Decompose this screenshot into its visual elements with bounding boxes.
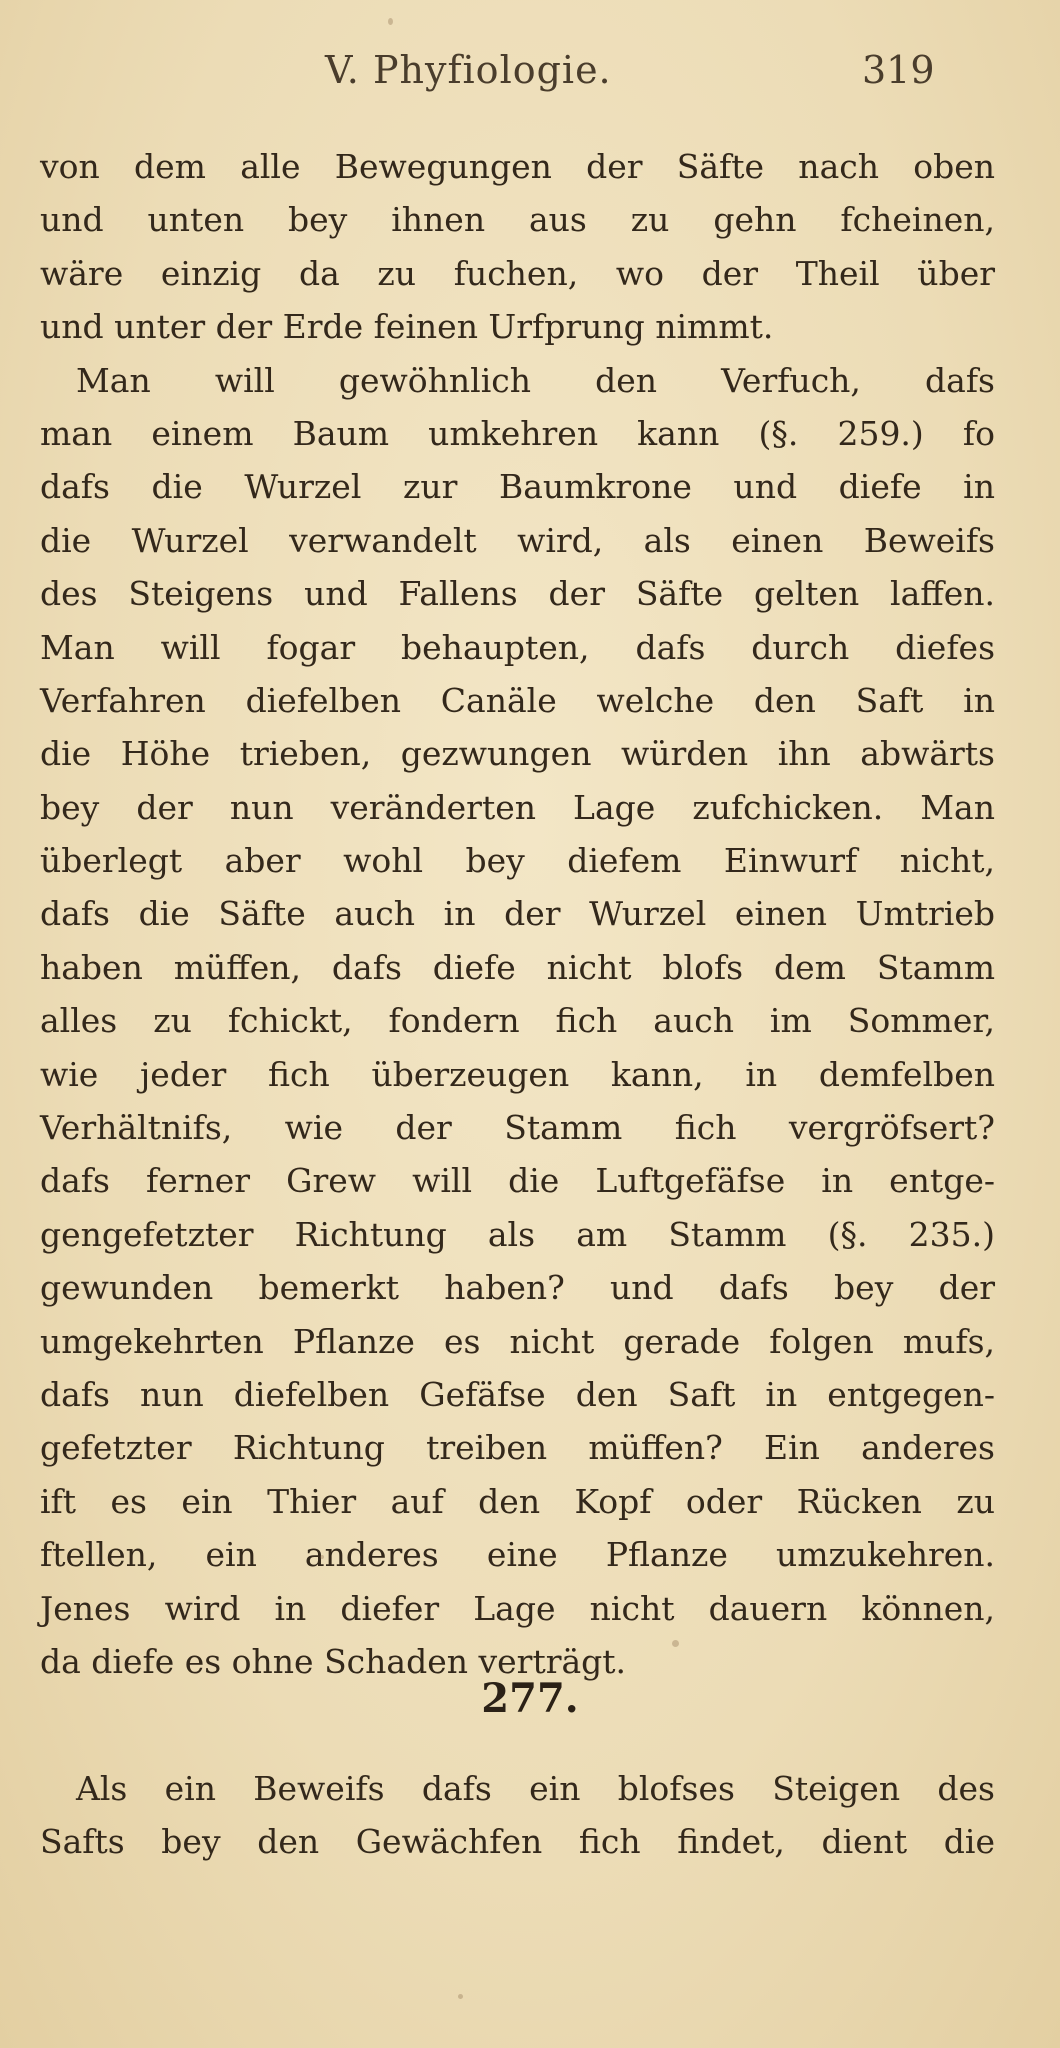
text-line: die Wurzel verwandelt wird, als einen Beweifs [40, 520, 995, 560]
text-line: ift es ein Thier auf den Kopf oder Rücken zu [40, 1481, 995, 1521]
text-line: da diefe es ohne Schaden verträgt. [40, 1641, 627, 1681]
text-line: und unter der Erde feinen Urfprung nimmt. [40, 307, 774, 347]
text-line: bey der nun veränderten Lage zufchicken. Man [40, 787, 995, 827]
text-line: Verhältnifs, wie der Stamm fich vergröfsert? [40, 1108, 995, 1148]
text-line: wäre einzig da zu fuchen, wo der Theil über [40, 253, 995, 293]
text-line: und unten bey ihnen aus zu gehn fcheinen, [40, 200, 995, 240]
text-line: Als ein Beweifs dafs ein blofses Steigen des [76, 1769, 995, 1808]
text-line: alles zu fchickt, fondern fich auch im Sommer, [40, 1001, 995, 1041]
text-line: haben müffen, dafs diefe nicht blofs dem Stamm [40, 947, 995, 987]
text-line: wie jeder fich überzeugen kann, in demfelben [40, 1054, 995, 1094]
text-line: dafs nun diefelben Gefäfse den Saft in entgegen- [40, 1374, 995, 1414]
text-line: von dem alle Bewegungen der Säfte nach oben [40, 147, 995, 186]
text-line: ftellen, ein anderes eine Pflanze umzukehren. [40, 1535, 995, 1575]
text-line: gefetzter Richtung treiben müffen? Ein anderes [40, 1428, 995, 1468]
paper-speck [672, 1640, 679, 1647]
main-text [40, 140, 995, 1688]
text-line: dafs ferner Grew will die Luftgefäfse in entge- [40, 1161, 995, 1201]
paper-speck [320, 1555, 324, 1559]
text-line: Jenes wird in diefer Lage nicht dauern können, [40, 1588, 995, 1628]
text-line: dafs die Säfte auch in der Wurzel einen Umtrieb [40, 894, 995, 934]
text-line: des Steigens und Fallens der Säfte gelten laffen. [40, 574, 995, 614]
paper-speck [458, 1994, 463, 1999]
running-header [0, 48, 1060, 118]
text-line: dafs die Wurzel zur Baumkrone und diefe in [40, 467, 995, 507]
chapter-title: V. Phyfiologie. [325, 48, 612, 92]
text-line: Safts bey den Gewächfen fich findet, dient die [40, 1822, 995, 1862]
section-number: 277. [481, 1675, 579, 1722]
text-line: Man will fogar behaupten, dafs durch diefes [40, 627, 995, 667]
section-text [40, 1762, 995, 1869]
text-line: gewunden bemerkt haben? und dafs bey der [40, 1268, 995, 1308]
text-line: umgekehrten Pflanze es nicht gerade folgen mufs, [40, 1321, 995, 1361]
text-line: Man will gewöhnlich den Verfuch, dafs [76, 360, 995, 400]
page-number: 319 [862, 48, 935, 92]
paper-speck [388, 18, 393, 25]
text-line: überlegt aber wohl bey diefem Einwurf nicht, [40, 841, 995, 881]
text-line: Verfahren diefelben Canäle welche den Saft in [40, 680, 995, 720]
text-line: man einem Baum umkehren kann (§. 259.) fo [40, 413, 995, 453]
text-line: die Höhe trieben, gezwungen würden ihn abwärts [40, 734, 995, 774]
text-line: gengefetzter Richtung als am Stamm (§. 235.) [40, 1214, 995, 1254]
